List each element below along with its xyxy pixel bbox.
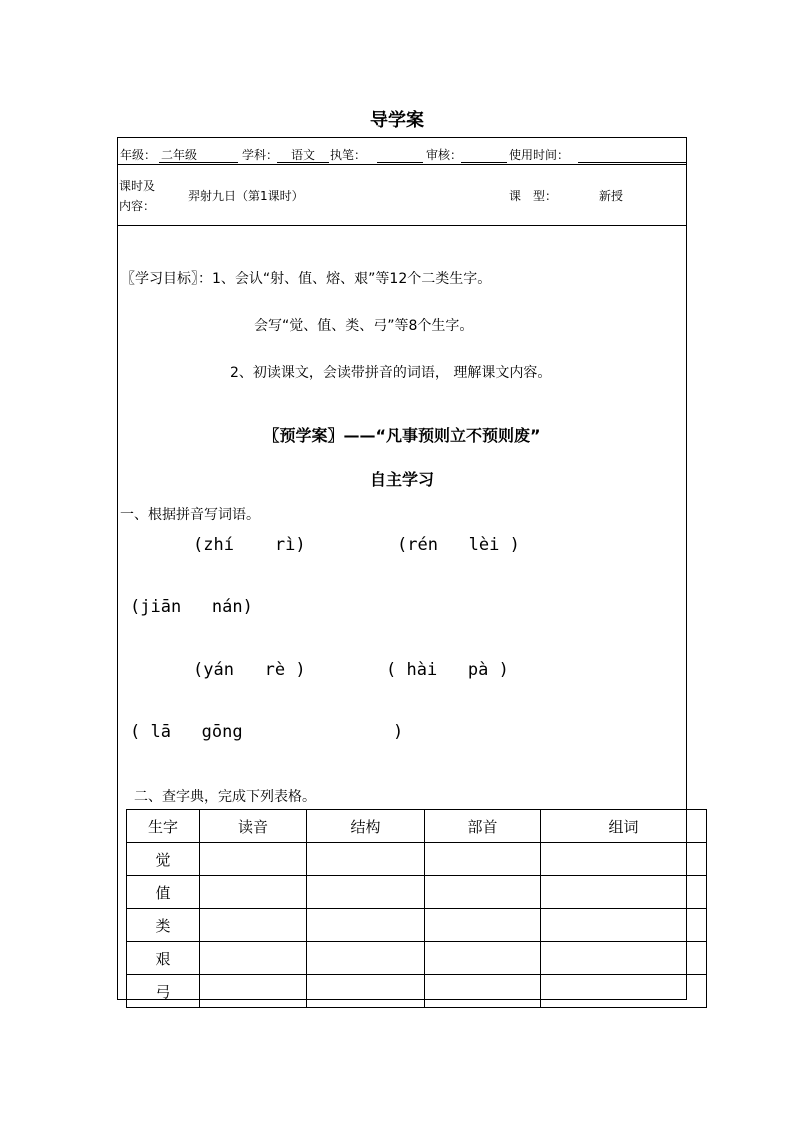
structure-cell[interactable] — [307, 942, 425, 975]
character-cell: 觉 — [127, 843, 200, 876]
pronunciation-cell[interactable] — [200, 942, 307, 975]
structure-cell[interactable] — [307, 843, 425, 876]
word-cell[interactable] — [541, 843, 707, 876]
reviewer-label: 审核： — [426, 148, 463, 162]
goal-line-1: 〖学习目标〗：1、会认“射、值、熔、艰”等12个二类生字。 — [121, 271, 492, 287]
preview-heading: 〖预学案〗——“凡事预则立不预则废” — [263, 426, 541, 445]
self-study-heading: 自主学习 — [369, 470, 434, 489]
page-title: 导学案 — [370, 110, 424, 131]
word-cell[interactable] — [541, 909, 707, 942]
word-cell[interactable] — [541, 876, 707, 909]
pronunciation-cell[interactable] — [200, 843, 307, 876]
pinyin-item: (zhí rì) — [193, 535, 306, 555]
subject-underline — [277, 162, 329, 163]
pronunciation-cell[interactable] — [200, 975, 307, 1008]
radical-cell[interactable] — [425, 876, 541, 909]
table-row — [127, 975, 707, 1008]
word-cell[interactable] — [541, 975, 707, 1008]
section2-heading: 二、查字典，完成下列表格。 — [134, 789, 316, 805]
section1-heading: 一、根据拼音写词语。 — [120, 507, 260, 523]
table-header-row — [127, 810, 707, 843]
pinyin-item: ( lā gōng — [130, 722, 243, 742]
column-header: 组词 — [541, 810, 707, 843]
character-cell: 艰 — [127, 942, 200, 975]
author-label: 执笔： — [330, 148, 367, 162]
grade-label: 年级： — [120, 148, 157, 162]
column-header: 部首 — [425, 810, 541, 843]
structure-cell[interactable] — [307, 876, 425, 909]
column-header: 结构 — [307, 810, 425, 843]
structure-cell[interactable] — [307, 975, 425, 1008]
column-header: 读音 — [200, 810, 307, 843]
pinyin-item: ) — [393, 722, 404, 742]
grade-underline — [159, 162, 238, 163]
type-label: 课 型： — [509, 189, 558, 203]
pinyin-item: (rén lèi ) — [397, 535, 520, 555]
radical-cell[interactable] — [425, 909, 541, 942]
reviewer-underline — [461, 162, 507, 163]
character-cell: 弓 — [127, 975, 200, 1008]
radical-cell[interactable] — [425, 843, 541, 876]
structure-cell[interactable] — [307, 909, 425, 942]
table-row — [127, 909, 707, 942]
character-cell: 值 — [127, 876, 200, 909]
lesson-label-line1: 课时及 — [119, 179, 156, 193]
author-underline — [377, 162, 423, 163]
subject-value: 语文 — [291, 148, 316, 162]
lesson-label-line2: 内容： — [119, 199, 156, 213]
grade-value: 二年级 — [161, 148, 198, 162]
character-cell: 类 — [127, 909, 200, 942]
table-row — [127, 876, 707, 909]
subject-label: 学科： — [242, 148, 279, 162]
type-value: 新授 — [599, 189, 624, 203]
radical-cell[interactable] — [425, 975, 541, 1008]
goal-line-2: 会写“觉、值、类、弓”等8个生字。 — [254, 318, 474, 334]
pronunciation-cell[interactable] — [200, 876, 307, 909]
time-label: 使用时间： — [509, 148, 570, 162]
dictionary-table — [126, 809, 707, 1008]
pinyin-item: ( hài pà ) — [386, 660, 509, 680]
radical-cell[interactable] — [425, 942, 541, 975]
content-divider — [117, 225, 687, 226]
table-row — [127, 942, 707, 975]
table-row — [127, 843, 707, 876]
word-cell[interactable] — [541, 942, 707, 975]
goal-line-3: 2、初读课文，会读带拼音的词语， 理解课文内容。 — [230, 365, 552, 381]
pinyin-item: (jiān nán) — [130, 597, 253, 617]
header-divider — [117, 164, 687, 165]
time-underline — [578, 162, 686, 163]
lesson-value: 羿射九日（第1课时） — [188, 189, 304, 203]
column-header: 生字 — [127, 810, 200, 843]
pronunciation-cell[interactable] — [200, 909, 307, 942]
pinyin-item: (yán rè ) — [193, 660, 306, 680]
